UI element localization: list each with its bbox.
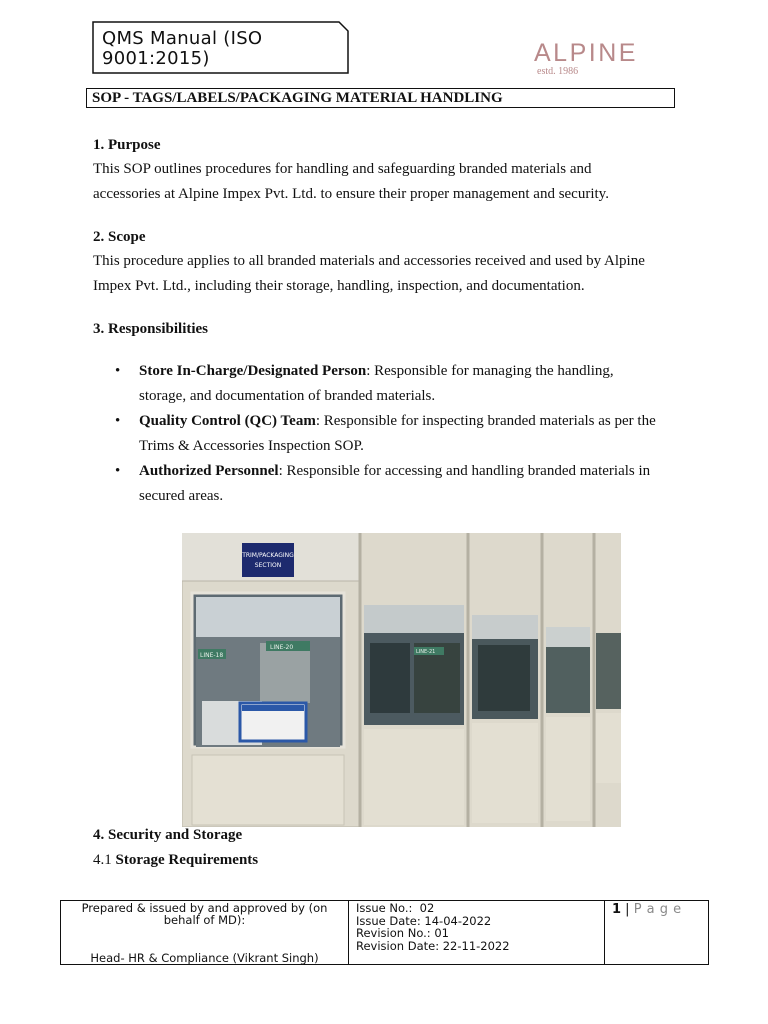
prepared-by-cell (61, 901, 349, 964)
line-label: LINE-18 (200, 652, 224, 659)
scope-line: This procedure applies to all branded materials and accessories received and used by Alpine (93, 253, 645, 269)
responsibility-desc-cont: secured areas. (139, 488, 224, 504)
sign-text: TRIM/PACKAGING (242, 552, 294, 559)
photo-illustration (182, 533, 621, 827)
responsibility-desc: : Responsible for managing the handling, (366, 363, 614, 379)
issue-date: Issue Date: 14-04-2022 (356, 913, 492, 928)
revision-date: Revision Date: 22-11-2022 (356, 938, 510, 953)
document-title (102, 29, 262, 69)
bullet-icon: • (115, 363, 121, 379)
purpose-line: This SOP outlines procedures for handling and safeguarding branded materials and (93, 161, 592, 177)
page-number-cell (605, 901, 708, 964)
prepared-label-line: behalf of MD): (163, 913, 246, 927)
document-title-box (92, 21, 349, 74)
responsibility-desc-cont: storage, and documentation of branded materials. (139, 388, 436, 404)
scope-heading: 2. Scope (93, 229, 146, 245)
storage-subheading (93, 852, 258, 869)
responsibility-term: Authorized Personnel (139, 463, 279, 479)
page-number: 1 (612, 902, 622, 917)
purpose-text (93, 157, 609, 207)
responsibility-term: Quality Control (QC) Team (139, 413, 316, 429)
page-separator: | (621, 902, 634, 917)
scope-line: Impex Pvt. Ltd., including their storage, handling, inspection, and documentation. (93, 278, 585, 294)
line-label: LINE-20 (270, 644, 294, 651)
purpose-line: accessories at Alpine Impex Pvt. Ltd. to ensure their proper management and security. (93, 186, 609, 202)
responsibility-term: Store In-Charge/Designated Person (139, 363, 367, 379)
issue-info-cell (349, 901, 605, 964)
responsibilities-list (93, 359, 693, 509)
company-logo (534, 40, 646, 78)
prepared-label-line: Prepared & issued by and approved by (on (81, 901, 328, 915)
list-item (93, 409, 693, 459)
issue-number: Issue No.: 02 (356, 901, 435, 915)
responsibility-desc-cont: Trims & Accessories Inspection SOP. (139, 438, 364, 454)
title-line-2: 9001:2015) (102, 48, 210, 69)
bullet-icon: • (115, 463, 121, 479)
list-item (93, 359, 693, 409)
sign-text: SECTION (254, 562, 282, 569)
page-word: P a g e (633, 902, 682, 917)
subsection-title: Storage Requirements (115, 852, 259, 868)
revision-number: Revision No.: 01 (356, 926, 449, 940)
responsibility-desc: : Responsible for inspecting branded materials as per the (315, 413, 656, 429)
responsibility-desc: : Responsible for accessing and handling branded materials in (278, 463, 651, 479)
scope-text (93, 249, 645, 299)
bullet-icon: • (115, 413, 121, 429)
footer-table (60, 900, 709, 965)
purpose-heading: 1. Purpose (93, 137, 161, 153)
line-label: LINE-21 (416, 649, 436, 655)
logo-established: estd. 1986 (537, 66, 579, 77)
list-item (93, 459, 693, 509)
subsection-number: 4.1 (93, 852, 116, 868)
title-line-1: QMS Manual (ISO (102, 28, 263, 49)
sop-title: SOP - TAGS/LABELS/PACKAGING MATERIAL HANDLING (86, 88, 675, 108)
responsibilities-heading: 3. Responsibilities (93, 321, 209, 337)
trim-packaging-section-photo (182, 533, 621, 827)
logo-name: ALPINE (534, 39, 638, 67)
prepared-by-name: Head- HR & Compliance (Vikrant Singh) (90, 951, 319, 965)
security-heading: 4. Security and Storage (93, 827, 243, 843)
